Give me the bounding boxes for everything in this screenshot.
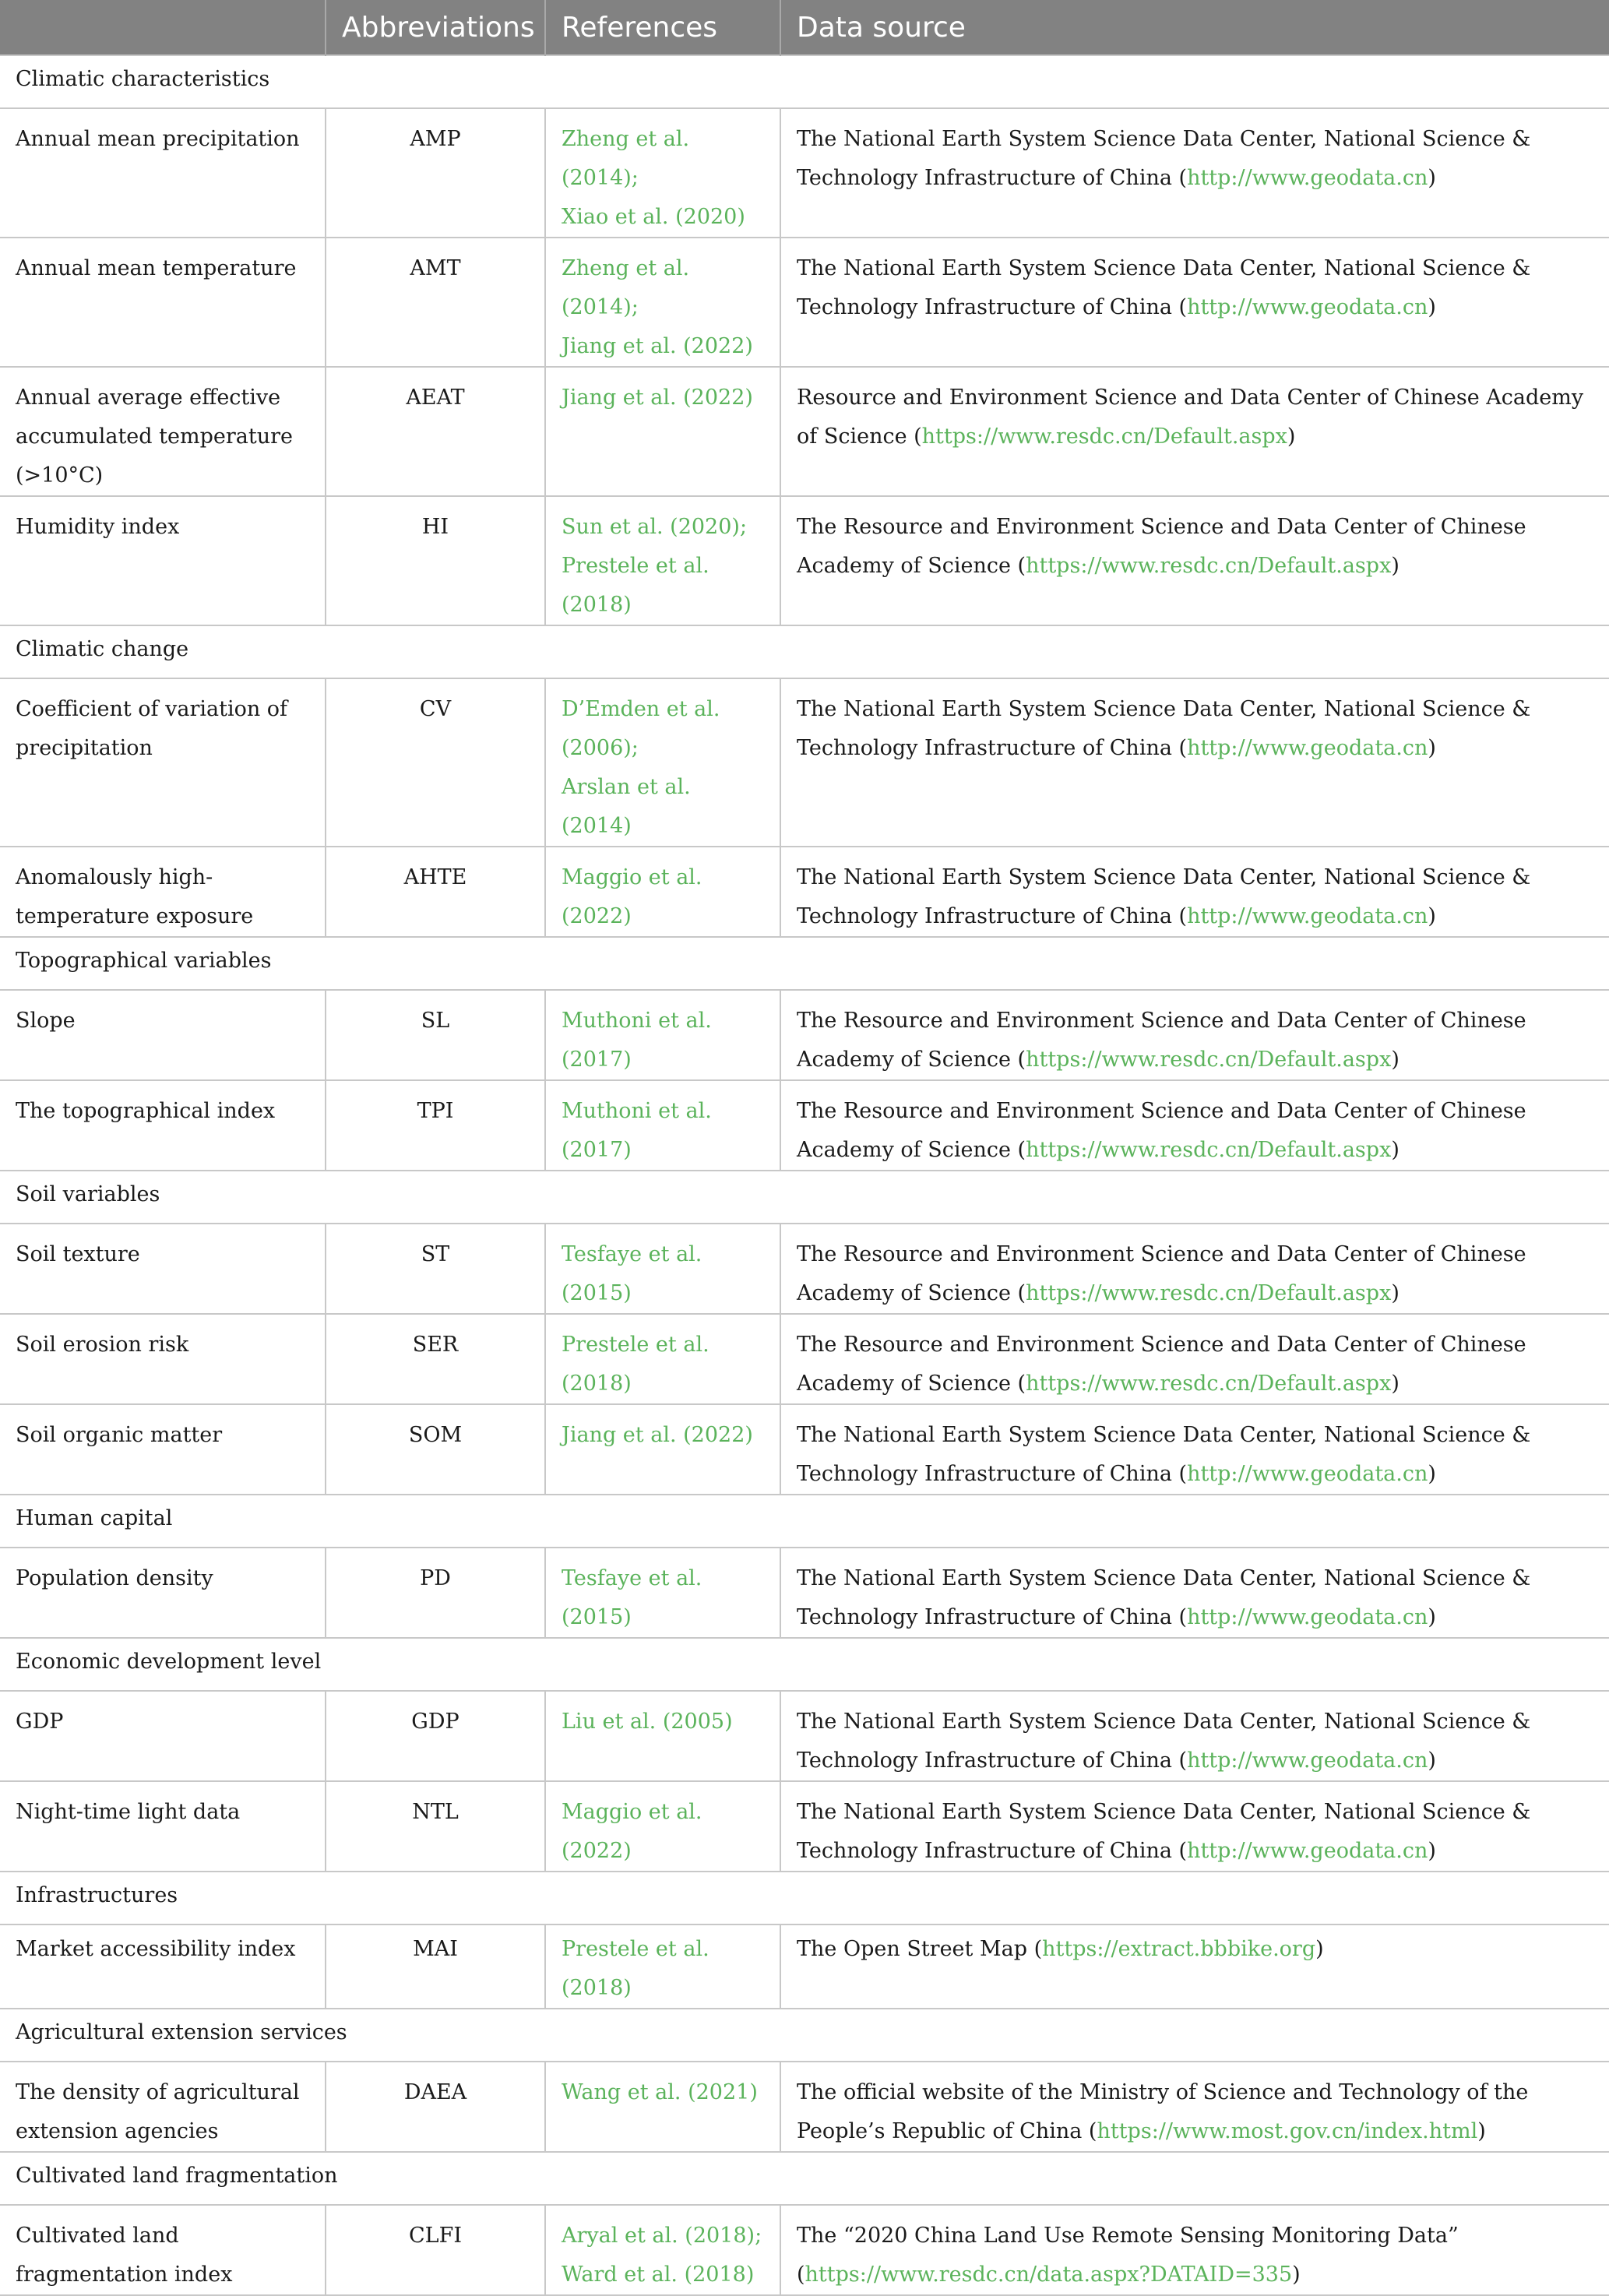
reference-link[interactable]: Prestele et al. (2018) [562, 1333, 709, 1396]
table-row [0, 1080, 1609, 1171]
data-source-link[interactable]: http://www.geodata.cn [1187, 295, 1428, 319]
section-title: Topographical variables [0, 937, 1609, 990]
references-cell [545, 238, 780, 367]
table-row [0, 990, 1609, 1080]
variable-cell: Cultivated land fragmentation index [0, 2205, 326, 2295]
section-title: Infrastructures [0, 1872, 1609, 1924]
data-source-close: ) [1428, 295, 1436, 319]
data-source-cell [780, 1224, 1609, 1314]
variable-cell: Soil texture [0, 1224, 326, 1314]
reference-link[interactable]: Jiang et al. (2022) [562, 334, 753, 358]
section-row [0, 1171, 1609, 1224]
data-source-close: ) [1292, 2263, 1301, 2287]
reference-link[interactable]: Tesfaye et al. (2015) [562, 1242, 702, 1305]
data-source-text: The Resource and Environment Science and Data Center of Chinese Academy of Science ( [797, 1009, 1526, 1072]
references-cell [545, 1924, 780, 2009]
variable-cell: Soil organic matter [0, 1404, 326, 1495]
data-source-link[interactable]: http://www.geodata.cn [1187, 1605, 1428, 1629]
table-row [0, 1224, 1609, 1314]
variable-cell: GDP [0, 1691, 326, 1781]
abbreviation-cell: PD [326, 1548, 545, 1638]
table-row [0, 1404, 1609, 1495]
table-row [0, 1548, 1609, 1638]
data-source-close: ) [1287, 424, 1296, 449]
data-source-link[interactable]: https://www.resdc.cn/Default.aspx [1026, 1281, 1392, 1305]
data-source-cell [780, 108, 1609, 238]
data-source-cell [780, 1781, 1609, 1872]
table-row [0, 678, 1609, 847]
reference-link[interactable]: Jiang et al. (2022) [562, 386, 753, 410]
data-source-close: ) [1477, 2119, 1486, 2143]
data-source-text: The Resource and Environment Science and Data Center of Chinese Academy of Science ( [797, 1099, 1526, 1162]
variable-cell: Population density [0, 1548, 326, 1638]
reference-link[interactable]: Zheng et al. (2014); [562, 256, 690, 319]
variable-cell: The topographical index [0, 1080, 326, 1171]
data-source-link[interactable]: http://www.geodata.cn [1187, 736, 1428, 760]
data-source-cell [780, 1080, 1609, 1171]
data-source-link[interactable]: https://extract.bbbike.org [1042, 1937, 1316, 1961]
references-cell [545, 1548, 780, 1638]
table-row [0, 2062, 1609, 2152]
data-source-close: ) [1428, 1605, 1436, 1629]
data-source-cell [780, 678, 1609, 847]
section-row [0, 937, 1609, 990]
data-source-text: The “2020 China Land Use Remote Sensing Monitoring Data” ( [797, 2224, 1459, 2287]
data-source-text: The Open Street Map ( [797, 1937, 1043, 1961]
abbreviation-cell: SOM [326, 1404, 545, 1495]
table-row [0, 1314, 1609, 1404]
abbreviation-cell: CV [326, 678, 545, 847]
data-source-text: The Resource and Environment Science and Data Center of Chinese Academy of Science ( [797, 1242, 1526, 1305]
data-source-text: The National Earth System Science Data Center, National Science & Technology Infrastructure of China ( [797, 1423, 1531, 1486]
references-cell [545, 496, 780, 625]
table-row [0, 1924, 1609, 2009]
section-row [0, 2152, 1609, 2205]
abbreviation-cell: HI [326, 496, 545, 625]
table-body [0, 55, 1609, 2295]
table-row [0, 496, 1609, 625]
data-source-close: ) [1391, 1372, 1400, 1396]
data-source-cell [780, 1314, 1609, 1404]
variable-cell: Night-time light data [0, 1781, 326, 1872]
table-row [0, 108, 1609, 238]
section-title: Cultivated land fragmentation [0, 2152, 1609, 2205]
section-title: Human capital [0, 1495, 1609, 1548]
data-source-cell [780, 1404, 1609, 1495]
header-data-source: Data source [780, 0, 1609, 55]
data-source-text: The National Earth System Science Data Center, National Science & Technology Infrastructure of China ( [797, 1710, 1531, 1773]
variable-cell: Soil erosion risk [0, 1314, 326, 1404]
data-source-link[interactable]: http://www.geodata.cn [1187, 166, 1428, 190]
data-source-text: The Resource and Environment Science and Data Center of Chinese Academy of Science ( [797, 515, 1526, 578]
data-source-cell [780, 1548, 1609, 1638]
abbreviation-cell: AMT [326, 238, 545, 367]
references-cell [545, 1080, 780, 1171]
data-source-close: ) [1428, 166, 1436, 190]
data-source-link[interactable]: https://www.resdc.cn/Default.aspx [1026, 1048, 1392, 1072]
data-source-link[interactable]: http://www.geodata.cn [1187, 1839, 1428, 1863]
data-source-text: The National Earth System Science Data Center, National Science & Technology Infrastructure of China ( [797, 256, 1531, 319]
variable-cell: Market accessibility index [0, 1924, 326, 2009]
abbreviation-cell: GDP [326, 1691, 545, 1781]
data-source-cell [780, 1691, 1609, 1781]
abbreviation-cell: SER [326, 1314, 545, 1404]
references-cell [545, 678, 780, 847]
data-source-text: Resource and Environment Science and Data Center of Chinese Academy of Science ( [797, 386, 1584, 449]
header-variable [0, 0, 326, 55]
abbreviation-cell: AHTE [326, 847, 545, 937]
references-cell [545, 2062, 780, 2152]
header-abbreviations: Abbreviations [326, 0, 545, 55]
references-cell [545, 990, 780, 1080]
references-cell [545, 1224, 780, 1314]
data-source-link[interactable]: https://www.resdc.cn/Default.aspx [921, 424, 1287, 449]
reference-link[interactable]: Tesfaye et al. (2015) [562, 1566, 702, 1629]
reference-link[interactable]: Maggio et al. (2022) [562, 1800, 702, 1863]
abbreviation-cell: DAEA [326, 2062, 545, 2152]
reference-link[interactable]: Wang et al. (2021) [562, 2080, 758, 2104]
data-source-text: The Resource and Environment Science and Data Center of Chinese Academy of Science ( [797, 1333, 1526, 1396]
section-row [0, 2009, 1609, 2062]
table-row [0, 367, 1609, 496]
data-source-close: ) [1428, 1839, 1436, 1863]
variable-cell: Coefficient of variation of precipitation [0, 678, 326, 847]
table-row [0, 238, 1609, 367]
abbreviation-cell: SL [326, 990, 545, 1080]
data-source-close: ) [1391, 1138, 1400, 1162]
abbreviation-cell: ST [326, 1224, 545, 1314]
references-cell [545, 1691, 780, 1781]
variable-cell: Annual mean temperature [0, 238, 326, 367]
variable-cell: Anomalously high-temperature exposure [0, 847, 326, 937]
data-source-text: The National Earth System Science Data Center, National Science & Technology Infrastructure of China ( [797, 865, 1531, 928]
data-source-cell [780, 2062, 1609, 2152]
reference-link[interactable]: Muthoni et al. (2017) [562, 1009, 712, 1072]
abbreviation-cell: AMP [326, 108, 545, 238]
data-source-close: ) [1428, 736, 1436, 760]
data-source-text: The National Earth System Science Data Center, National Science & Technology Infrastructure of China ( [797, 1566, 1531, 1629]
data-source-cell [780, 990, 1609, 1080]
data-source-close: ) [1428, 1462, 1436, 1486]
data-source-cell [780, 496, 1609, 625]
reference-link[interactable]: Arslan et al. (2014) [562, 775, 691, 838]
header-references: References [545, 0, 780, 55]
abbreviation-cell: TPI [326, 1080, 545, 1171]
data-source-cell [780, 2205, 1609, 2295]
data-source-cell [780, 367, 1609, 496]
data-source-close: ) [1315, 1937, 1324, 1961]
section-title: Economic development level [0, 1638, 1609, 1691]
section-row [0, 1495, 1609, 1548]
reference-link[interactable]: Ward et al. (2018) [562, 2263, 755, 2287]
section-title: Climatic change [0, 625, 1609, 678]
reference-link[interactable]: Zheng et al. (2014); [562, 127, 690, 190]
data-source-cell [780, 238, 1609, 367]
references-cell [545, 367, 780, 496]
data-source-link[interactable]: https://www.resdc.cn/Default.aspx [1026, 1372, 1392, 1396]
references-cell [545, 2205, 780, 2295]
data-source-close: ) [1391, 1048, 1400, 1072]
data-source-link[interactable]: http://www.geodata.cn [1187, 904, 1428, 928]
data-source-link[interactable]: https://www.resdc.cn/Default.aspx [1026, 1138, 1392, 1162]
references-cell [545, 1314, 780, 1404]
table-row [0, 1691, 1609, 1781]
reference-link[interactable]: Prestele et al. (2018) [562, 1937, 709, 2000]
data-source-link[interactable]: http://www.geodata.cn [1187, 1462, 1428, 1486]
reference-link[interactable]: Muthoni et al. (2017) [562, 1099, 712, 1162]
section-title: Climatic characteristics [0, 55, 1609, 108]
table-header-row [0, 0, 1609, 55]
section-title: Soil variables [0, 1171, 1609, 1224]
references-cell [545, 1404, 780, 1495]
section-row [0, 1638, 1609, 1691]
reference-link[interactable]: Aryal et al. (2018); [562, 2224, 762, 2248]
variable-cell: Annual mean precipitation [0, 108, 326, 238]
reference-link[interactable]: Liu et al. (2005) [562, 1710, 733, 1734]
reference-link[interactable]: Xiao et al. (2020) [562, 205, 745, 229]
variable-cell: Annual average effective accumulated temperature (>10°C) [0, 367, 326, 496]
data-source-link[interactable]: https://www.most.gov.cn/index.html [1097, 2119, 1478, 2143]
abbreviation-cell: NTL [326, 1781, 545, 1872]
data-source-text: The official website of the Ministry of Science and Technology of the People’s Republic of China ( [797, 2080, 1529, 2143]
table-row [0, 847, 1609, 937]
data-source-close: ) [1428, 904, 1436, 928]
section-row [0, 625, 1609, 678]
reference-link[interactable]: Maggio et al. (2022) [562, 865, 702, 928]
data-source-text: The National Earth System Science Data Center, National Science & Technology Infrastructure of China ( [797, 127, 1531, 190]
abbreviation-cell: MAI [326, 1924, 545, 2009]
references-cell [545, 847, 780, 937]
abbreviation-cell: CLFI [326, 2205, 545, 2295]
data-source-close: ) [1428, 1748, 1436, 1773]
section-row [0, 55, 1609, 108]
variable-cell: The density of agricultural extension agencies [0, 2062, 326, 2152]
data-source-close: ) [1391, 554, 1400, 578]
reference-link[interactable]: D’Emden et al. (2006); [562, 697, 720, 760]
section-title: Agricultural extension services [0, 2009, 1609, 2062]
references-cell [545, 1781, 780, 1872]
data-source-close: ) [1391, 1281, 1400, 1305]
data-source-link[interactable]: https://www.resdc.cn/data.aspx?DATAID=335 [804, 2263, 1293, 2287]
references-cell [545, 108, 780, 238]
table-row [0, 1781, 1609, 1872]
variable-cell: Slope [0, 990, 326, 1080]
data-source-text: The National Earth System Science Data Center, National Science & Technology Infrastructure of China ( [797, 697, 1531, 760]
data-source-cell [780, 847, 1609, 937]
reference-link[interactable]: Prestele et al. (2018) [562, 554, 709, 617]
data-source-text: The National Earth System Science Data Center, National Science & Technology Infrastructure of China ( [797, 1800, 1531, 1863]
reference-link[interactable]: Jiang et al. (2022) [562, 1423, 753, 1447]
section-row [0, 1872, 1609, 1924]
data-source-cell [780, 1924, 1609, 2009]
abbreviation-cell: AEAT [326, 367, 545, 496]
data-source-link[interactable]: http://www.geodata.cn [1187, 1748, 1428, 1773]
table-row [0, 2205, 1609, 2295]
reference-link[interactable]: Sun et al. (2020); [562, 515, 748, 539]
data-source-link[interactable]: https://www.resdc.cn/Default.aspx [1026, 554, 1392, 578]
variable-cell: Humidity index [0, 496, 326, 625]
